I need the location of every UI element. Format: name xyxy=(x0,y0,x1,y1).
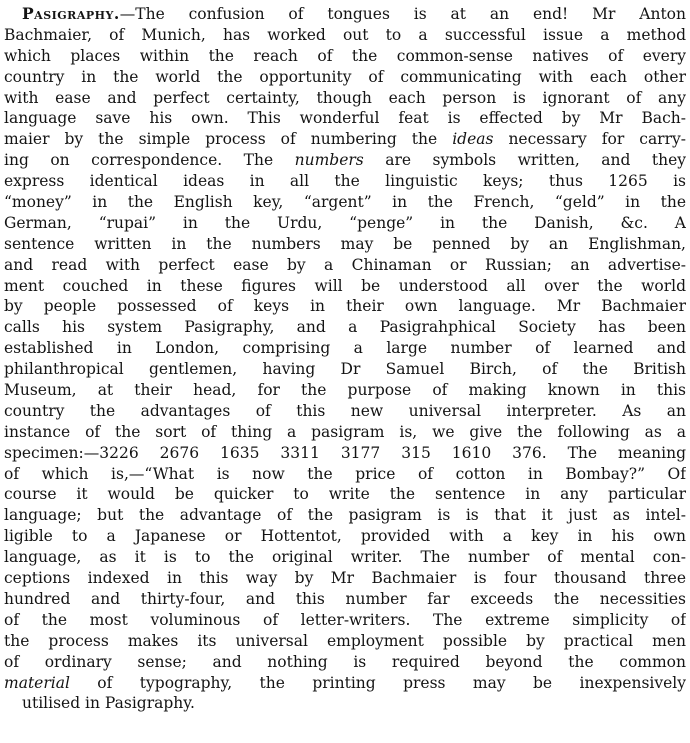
line-text: “money” in the English key, “argent” in the French, “geld” in the xyxy=(4,193,686,212)
line-text: utilised in Pasigraphy. xyxy=(22,694,195,713)
line-text: which places within the reach of the common-sense natives of every xyxy=(4,46,686,65)
line-text: country in the world the opportunity of communicating with each other xyxy=(4,67,686,86)
article-heading-line xyxy=(4,4,686,25)
italic-word: ideas xyxy=(452,130,494,149)
line-text: express identical ideas in all the linguistic keys; thus 1265 is xyxy=(4,172,686,191)
text-line xyxy=(4,359,686,380)
line-text: specimen:—3226 2676 1635 3311 3177 315 1610 376. The meaning xyxy=(4,443,686,462)
text-line xyxy=(4,464,686,485)
line-text: hundred and thirty-four, and this number far exceeds the necessities xyxy=(4,589,686,608)
article-body xyxy=(4,4,686,714)
line-text: calls his system Pasigraphy, and a Pasigrahphical Society has been xyxy=(4,318,686,337)
text-line xyxy=(4,317,686,338)
text-line xyxy=(4,484,686,505)
line-text: ligible to a Japanese or Hottentot, provided with a key in his own xyxy=(4,527,686,546)
line-text: language; but the advantage of the pasigram is is that it just as intel- xyxy=(4,506,686,525)
line-text: by people possessed of keys in their own language. Mr Bachmaier xyxy=(4,297,686,316)
line-text: German, “rupai” in the Urdu, “penge” in the Danish, &c. A xyxy=(4,213,686,232)
line-text: Museum, at their head, for the purpose of making known in this xyxy=(4,381,686,400)
text-line xyxy=(4,276,686,297)
article-title: Pasigraphy. xyxy=(22,4,120,23)
line-text: maier by the simple process of numbering the xyxy=(4,130,453,149)
italic-word: material xyxy=(4,673,70,692)
line-text: country the advantages of this new universal interpreter. As an xyxy=(4,401,686,420)
text-line xyxy=(4,693,686,714)
line-text: of ordinary sense; and nothing is required beyond the common xyxy=(4,652,686,671)
text-line xyxy=(4,547,686,568)
text-line xyxy=(4,652,686,673)
text-line xyxy=(4,255,686,276)
text-line xyxy=(4,213,686,234)
text-line xyxy=(4,526,686,547)
line-text: ing on correspondence. The xyxy=(4,151,295,170)
text-line xyxy=(4,401,686,422)
text-line xyxy=(4,568,686,589)
line-text: established in London, comprising a large number of learned and xyxy=(4,339,686,358)
line-text: ceptions indexed in this way by Mr Bachmaier is four thousand three xyxy=(4,569,686,588)
text-line xyxy=(4,234,686,255)
text-line xyxy=(4,192,686,213)
line-text: of which is,—“What is now the price of cotton in Bombay?” Of xyxy=(4,464,686,483)
text-line xyxy=(4,108,686,129)
line-text: instance of the sort of thing a pasigram is, we give the following as a xyxy=(4,422,686,441)
line-text: language save his own. This wonderful feat is effected by Mr Bach- xyxy=(4,109,686,128)
text-line xyxy=(4,46,686,67)
line-text: —The confusion of tongues is at an end! Mr Anton xyxy=(119,5,686,23)
text-line xyxy=(4,422,686,443)
text-line xyxy=(4,673,686,694)
text-line xyxy=(4,380,686,401)
text-line xyxy=(4,338,686,359)
italic-word: numbers xyxy=(294,151,364,170)
line-text: with ease and perfect certainty, though each person is ignorant of any xyxy=(4,88,686,107)
line-text: of typography, the printing press may be inexpensively xyxy=(69,673,686,692)
text-line xyxy=(4,589,686,610)
text-line xyxy=(4,505,686,526)
text-line xyxy=(4,88,686,109)
text-line xyxy=(4,610,686,631)
line-text: and read with perfect ease by a Chinaman or Russian; an advertise- xyxy=(4,255,686,274)
text-line xyxy=(4,296,686,317)
text-line xyxy=(4,25,686,46)
line-text: necessary for carry- xyxy=(493,130,686,149)
text-line xyxy=(4,171,686,192)
text-line xyxy=(4,150,686,171)
text-line xyxy=(4,67,686,88)
text-line xyxy=(4,631,686,652)
line-text: philanthropical gentlemen, having Dr Samuel Birch, of the British xyxy=(4,360,686,379)
line-text: of the most voluminous of letter-writers. The extreme simplicity of xyxy=(4,610,686,629)
line-text: Bachmaier, of Munich, has worked out to a successful issue a method xyxy=(4,25,686,44)
text-line xyxy=(4,129,686,150)
line-text: are symbols written, and they xyxy=(363,151,686,170)
line-text: ment couched in these figures will be understood all over the world xyxy=(4,276,686,295)
line-text: the process makes its universal employment possible by practical men xyxy=(4,631,686,650)
line-text: sentence written in the numbers may be penned by an Englishman, xyxy=(4,234,686,253)
line-text: language, as it is to the original writer. The number of mental con- xyxy=(4,548,686,567)
line-text: course it would be quicker to write the sentence in any particular xyxy=(4,485,686,504)
text-line xyxy=(4,443,686,464)
